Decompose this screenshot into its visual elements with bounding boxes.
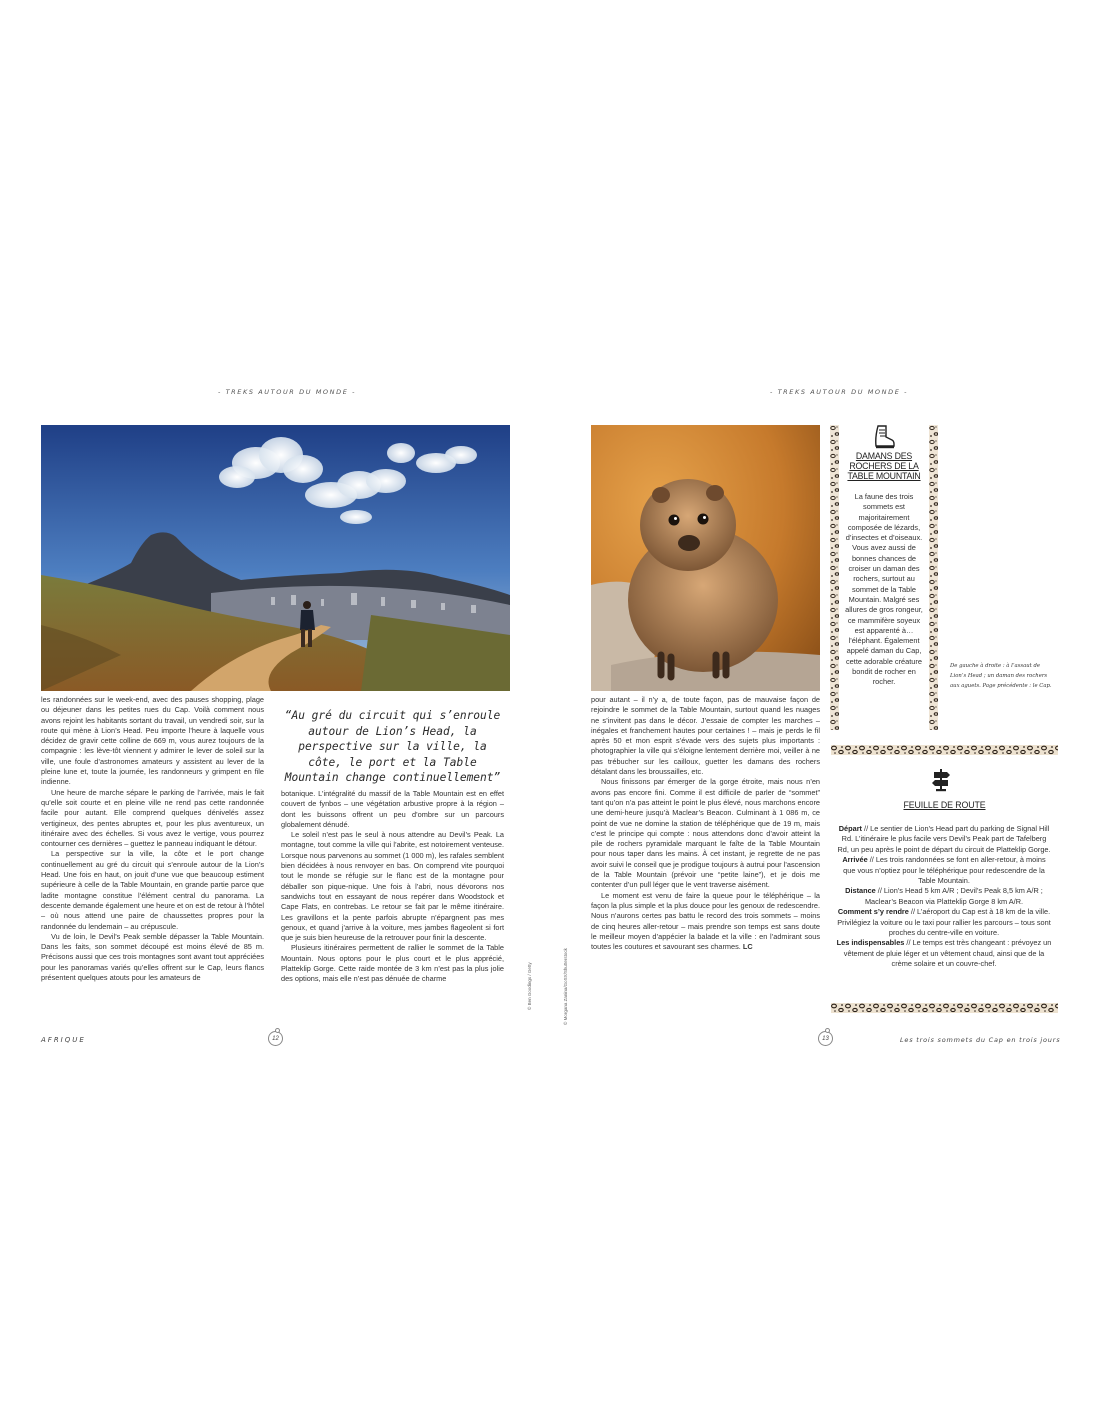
paragraph: Plusieurs itinéraires permettent de rallier le sommet de la Table Mountain. Nous optons pour le plus court et le plus apprécié, Platteklip Gorge. Cette raide montée de 3 km n’est pas la plus jolie des options, mais elle n’est pas dénuée de charme [281,943,504,984]
sidebar-body: La faune des trois sommets est majoritairement composée de lézards, d’insectes et d’oiseaux. Vous avez aussi de bonnes chances de croiser un daman des rochers, surtout au sommet de la Table Mountain. Malgré ses allures de gros rongeur, ce mammifère soyeux est apparenté à… l’éléphant. Également appelé daman du Cap, cette adorable créature bondit de rocher en rocher. [845,492,923,687]
route-item-text: // Les trois randonnées se font en aller-retour, à moins que vous n’optiez pour le téléphérique pour redescendre de la Table Mountain. [843,855,1046,886]
running-head-right: - TREKS AUTOUR DU MONDE - [770,388,909,396]
route-item-label: Les indispensables [836,938,905,948]
pull-quote: “Au gré du circuit qui s’enroule autour de Lion’s Head, la perspective sur la ville, la côte, le port et la Table Mountain change continuellement” [284,709,501,785]
route-item-label: Comment s’y rendre [837,907,909,917]
route-item [836,855,1052,886]
page-number: 12 [268,1031,283,1046]
leopard-border-left [830,425,839,730]
paragraph: pour autant – il n’y a, de toute façon, pas de mauvaise façon de rejoindre le sommet de la Table Mountain, surtout quand les nuages ne s’invitent pas dans le décor. J’essaie de compter les marches – inégales et franchement hautes pour certaines ! – mais je perds le fil après 50 et mon esprit s’évade vers des sujets plus importants : photographier la ville qui s’éloigne lentement derrière moi, veiller à ne pas trébucher sur les cailloux, guetter les damans des rochers détalant dans les broussailles, etc. [591,695,820,777]
running-head-left: - TREKS AUTOUR DU MONDE - [218,388,357,396]
paragraph: Le soleil n’est pas le seul à nous attendre au Devil’s Peak. La montagne, tout comme la ville qui l’abrite, est notoirement venteuse. Lorsque nous parvenons au sommet (1 000 m), les rafales semblent bien décidées à nous renvoyer en bas. On comprend vite pourquoi tout le monde se réfugie sur le flanc est de la montagne pour déballer son pique-nique. Une fois à l’abri, nous dévorons nos sandwichs tout en essayant de nous repérer dans Woodstock et Cape Flats, en contrebas. Le retour se fait par le même itinéraire. Les gravillons et la pente parfois abrupte n’épargnent pas mes genoux, et quand j’arrive à la voiture, mes jambes flageolent si fort que je suis bien heureuse de la retrouver pour finir la descente. [281,830,504,943]
photo-credit-left: © Ben Goodings / Getty [527,962,532,1010]
paragraph-text: Le moment est venu de faire la queue pour le téléphérique – la façon la plus simple et la plus douce pour les genoux de redescendre. Nous n’aurons certes pas battu le record des trois sommets – moins de cinq heures aller-retour – mais prendre son temps est sans doute le meilleur moyen d’appécier la balade et la ville : en l’admirant sous toutes les coutures et savourant ses charmes. [591,890,820,952]
article-column-3 [591,695,820,952]
leopard-divider [831,745,1058,755]
route-title: FEUILLE DE ROUTE [903,800,986,810]
section-label: AFRIQUE [41,1036,86,1044]
article-column-2 [281,789,504,985]
route-item-label: Distance [845,886,876,896]
route-item-label: Arrivée [842,855,868,865]
route-item-label: Départ [838,824,862,833]
leopard-divider [831,1003,1058,1013]
route-item-text: // Le temps est très changeant : prévoyez un vêtement de pluie léger et un vêtement chaud, ainsi que de la crème solaire et un couvre-chef. [843,938,1052,969]
paragraph: Une heure de marche sépare le parking de l’arrivée, mais le fait qu’elle soit courte et en pleine ville ne rend pas cette randonnée facile pour autant. Elle comprend quelques dénivelés assez vertigineux, des pentes abruptes et, pour les plus aventureux, un itinéraire avec des échelles. Si vous avez le vertige, vous pourrez contourner ces dernières – guettez le panneau indiquant le détour. [41,787,264,849]
article-title-footer: Les trois sommets du Cap en trois jours [900,1036,1061,1044]
hiking-boot-icon [873,425,895,449]
paragraph: La perspective sur la ville, la côte et le port change continuellement au gré du circuit qui s’enroule autour de la Lion’s Head. Une fois en haut, on jouit d’une vue que beaucoup estiment supérieure à celle de la Table Mountain, en grande partie parce que ladite montagne constitue l’élément central du panorama. La descente demande également une heure et on est de retour à l’hôtel – où nous attend une paire de chaussettes propres pour la randonnée du lendemain – au crépuscule. [41,849,264,931]
paragraph: les randonnées sur le week-end, avec des pauses shopping, plage ou déjeuner dans les petites rues du Cap. Voilà comment nous avons rejoint les habitants sortant du travail, un vendredi soir, sur la route qui mène à Lion’s Head. Peu importe l’heure à laquelle vous décidez de gravir cette colline de 669 m, vous aurez toujours de la compagnie : les lève-tôt viennent y admirer le lever de soleil sur la ville, une foule d’astronomes amateurs y assistent au lever de la pleine lune et, toute la journée, les randonneurs y grimpent en file indienne. [41,695,264,787]
paragraph: botanique. L’intégralité du massif de la Table Mountain est en effet couvert de fynbos – une végétation arbustive propre à la région – dont les buissons offrent un peu d’ombre sur un parcours globalement dénudé. [281,789,504,829]
leopard-border-right [929,425,938,730]
signpost-icon [931,768,951,792]
hiker-photo [41,425,510,691]
route-item [836,824,1052,855]
author-signature: LC [742,942,753,952]
hyrax-sidebar [830,425,938,730]
photo-credit-right: © Morgana Zanina/GoSX/Shutterstock [563,948,568,1025]
route-item-text: // Lion’s Head 5 km A/R ; Devil’s Peak 8,5 km A/R ; Maclear’s Beacon via Platteklip Gorge 8 km A/R. [864,886,1043,906]
sidebar-title: DAMANS DES ROCHERS DE LA TABLE MOUNTAIN [847,451,921,481]
route-item [836,886,1052,907]
article-column-1 [41,695,264,983]
hyrax-photo [591,425,820,691]
route-info [836,824,1052,970]
paragraph [591,891,820,953]
route-item [836,938,1052,969]
route-item-text: // L’aéroport du Cap est à 18 km de la ville. Privilégiez la voiture ou le taxi pour rallier les parcours – tous sont proches du centre-ville en voiture. [837,907,1051,938]
page-number: 13 [818,1031,833,1046]
paragraph: Nous finissons par émerger de la gorge étroite, mais nous n’en avons pas encore fini. Comme il est difficile de parler de “sommet” tant qu’on n’a pas atteint le point le plus élevé, nous marchons encore une demi-heure jusqu’à Maclear’s Beacon. Culminant à 1 086 m, ce point de vue ne domine la station de téléphérique que de 19 m, mais c’est le principe qui compte : nous attendons donc d’avoir atteint la pile de rochers pyramidale marquant le faîte de la Table Mountain pour nous taper dans les mains. À cet instant, je regrette de ne pas avoir suivi le conseil que je prodigue toujours à autrui pour l’ascension de la Table Mountain (prévoir une “petite laine”), et je dois me contenter d’un pull léger que le vent traverse aisément. [591,777,820,890]
paragraph: Vu de loin, le Devil’s Peak semble dépasser la Table Mountain. Dans les faits, son sommet découpé est moins élevé de 85 m. Précisons aussi que ces trois montagnes sont avant tout appréciées pour les panoramas variés qu’elles offrent sur le Cap, leurs flancs présentent quelques atouts pour les amateurs de [41,931,264,983]
photo-caption: De gauche à droite : à l’assaut de Lion’s Head ; un daman des rochers aux aguets. Page précédente : le Cap. [950,663,1052,689]
route-item-text: // Le sentier de Lion’s Head part du parking de Signal Hill Rd. L’itinéraire le plus facile vers Devil’s Peak part de Tafelberg Rd, un peu après le point de départ du circuit de Platteklip Gorge. [837,824,1051,854]
route-item [836,907,1052,938]
